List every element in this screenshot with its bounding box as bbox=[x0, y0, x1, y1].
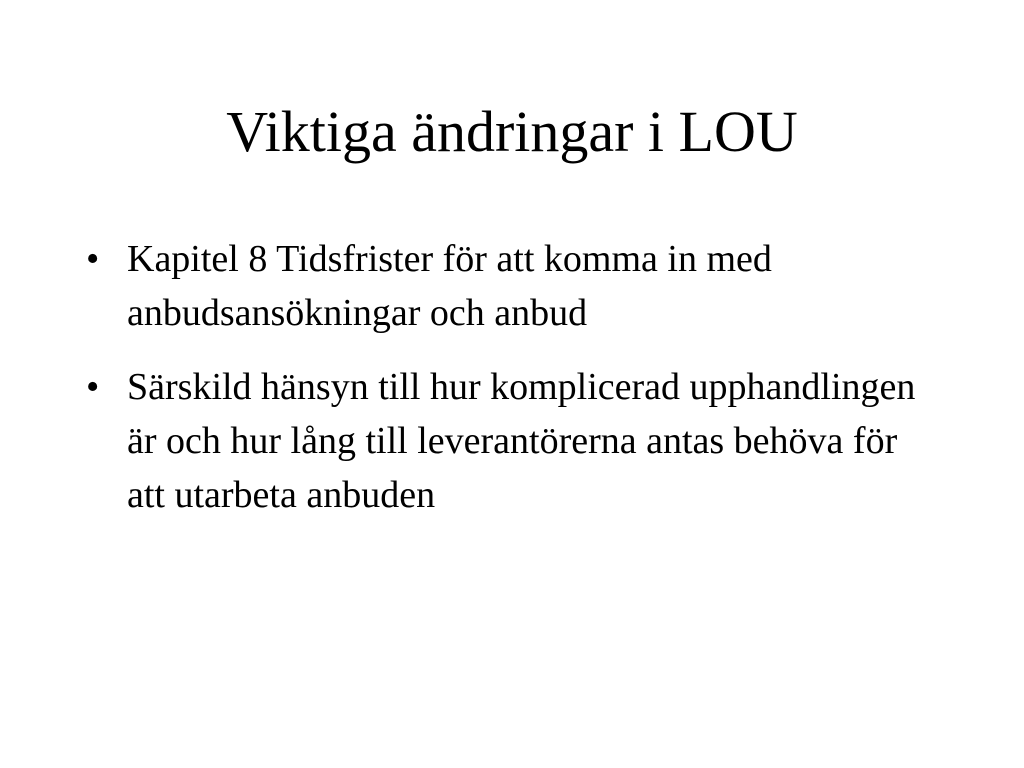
bullet-dot-icon: • bbox=[86, 366, 100, 408]
bullet-text: Kapitel 8 Tidsfrister för att komma in med anbudsansökningar och anbud bbox=[127, 238, 772, 334]
slide-title: Viktiga ändringar i LOU bbox=[226, 99, 798, 164]
bullet-item bbox=[86, 232, 936, 340]
bullet-item bbox=[86, 360, 936, 522]
bullet-text: Särskild hänsyn till hur komplicerad upphandlingen är och hur lång till leverantörerna antas behöva för att utarbeta anbuden bbox=[127, 366, 916, 516]
bullet-dot-icon: • bbox=[86, 238, 100, 280]
bullet-list bbox=[86, 232, 936, 542]
